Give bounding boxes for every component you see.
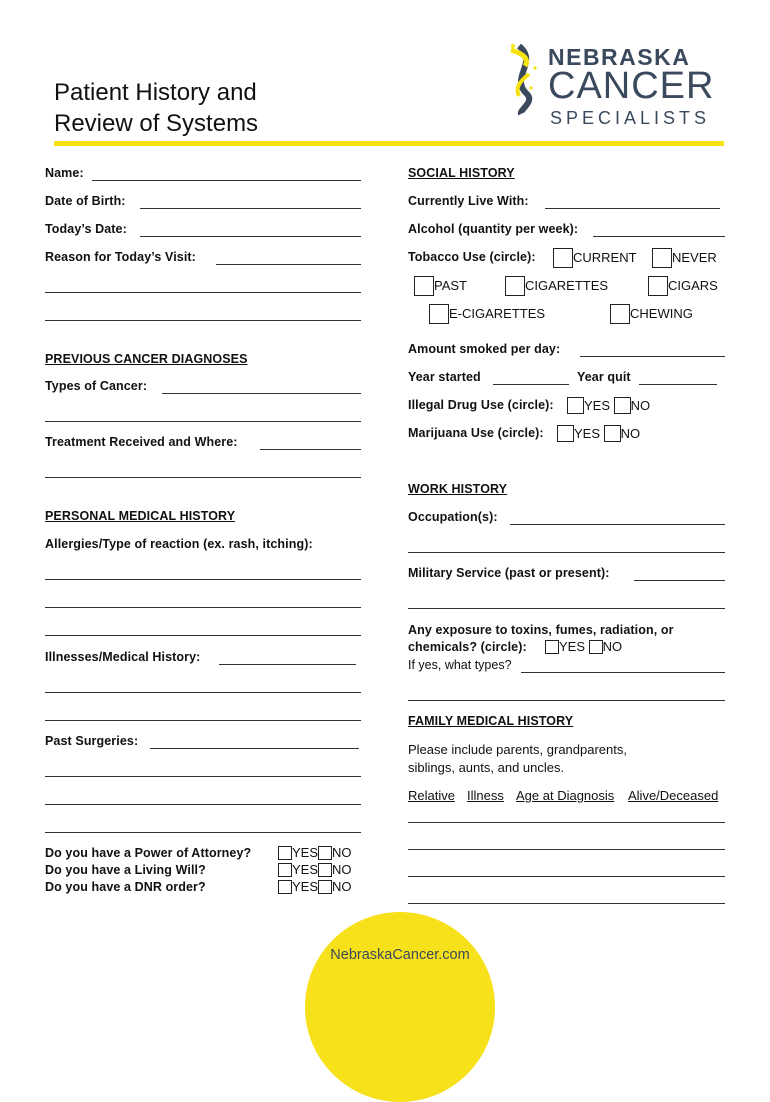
- year-quit-field[interactable]: [639, 384, 717, 385]
- illegal-drug-label: Illegal Drug Use (circle):: [408, 398, 554, 412]
- poa-label: Do you have a Power of Attorney?: [45, 846, 252, 860]
- exposure-types-field-line-2[interactable]: [408, 700, 725, 701]
- if-yes-label: If yes, what types?: [408, 658, 512, 672]
- allergies-field-line-1[interactable]: [45, 579, 361, 580]
- illnesses-label: Illnesses/Medical History:: [45, 650, 201, 664]
- name-field[interactable]: [92, 180, 361, 181]
- col-age-at-diagnosis: Age at Diagnosis: [516, 788, 615, 803]
- reason-field-line-3[interactable]: [45, 320, 361, 321]
- tobacco-never-label: NEVER: [672, 250, 717, 265]
- live-with-label: Currently Live With:: [408, 194, 529, 208]
- surgeries-field[interactable]: [150, 748, 359, 749]
- reason-field[interactable]: [216, 264, 361, 265]
- reason-label: Reason for Today’s Visit:: [45, 250, 196, 264]
- types-cancer-label: Types of Cancer:: [45, 379, 148, 393]
- marijuana-label: Marijuana Use (circle):: [408, 426, 544, 440]
- will-yes-checkbox[interactable]: [278, 863, 292, 877]
- reason-field-line-2[interactable]: [45, 292, 361, 293]
- treatment-field-line-2[interactable]: [45, 477, 361, 478]
- tobacco-ecig-option: [429, 304, 545, 324]
- dob-field[interactable]: [140, 208, 361, 209]
- allergies-field-line-3[interactable]: [45, 635, 361, 636]
- illegal-drug-yes-label: YES: [584, 398, 611, 413]
- family-row-2[interactable]: [408, 849, 725, 850]
- dnr-label: Do you have a DNR order?: [45, 880, 206, 894]
- logo: [505, 42, 730, 132]
- occupation-field-line-2[interactable]: [408, 552, 725, 553]
- family-history-heading: FAMILY MEDICAL HISTORY: [408, 714, 574, 728]
- tobacco-ecig-checkbox[interactable]: [429, 304, 449, 324]
- amount-smoked-field[interactable]: [580, 356, 725, 357]
- illegal-drug-no-label: NO: [630, 398, 651, 413]
- live-with-field[interactable]: [545, 208, 720, 209]
- logo-line-1: NEBRASKA: [548, 44, 691, 70]
- marijuana-yes-checkbox[interactable]: [557, 425, 574, 442]
- family-row-4[interactable]: [408, 903, 725, 904]
- dnr-yes-label: YES: [292, 879, 319, 894]
- tobacco-past-option: [414, 276, 467, 296]
- exposure-types-field[interactable]: [521, 672, 725, 673]
- exposure-label-line-2: chemicals? (circle):: [408, 640, 527, 654]
- dob-label: Date of Birth:: [45, 194, 126, 208]
- tobacco-cigars-label: CIGARS: [668, 278, 718, 293]
- surgeries-field-line-4[interactable]: [45, 832, 361, 833]
- year-quit-label: Year quit: [577, 370, 631, 384]
- alcohol-label: Alcohol (quantity per week):: [408, 222, 579, 236]
- footer-website[interactable]: NebraskaCancer.com: [330, 947, 470, 963]
- poa-no-checkbox[interactable]: [318, 846, 332, 860]
- tobacco-never-checkbox[interactable]: [652, 248, 672, 268]
- will-no-checkbox[interactable]: [318, 863, 332, 877]
- tobacco-chewing-option: [610, 304, 693, 324]
- social-history-heading: SOCIAL HISTORY: [408, 166, 515, 180]
- tobacco-cigarettes-label: CIGARETTES: [525, 278, 609, 293]
- form-title-line-2: Review of Systems: [54, 110, 259, 137]
- logo-line-2: CANCER: [548, 65, 715, 107]
- exposure-label-line-1: Any exposure to toxins, fumes, radiation, or: [408, 623, 674, 637]
- treatment-label: Treatment Received and Where:: [45, 435, 238, 449]
- allergies-field-line-2[interactable]: [45, 607, 361, 608]
- tobacco-label: Tobacco Use (circle):: [408, 250, 536, 264]
- treatment-field[interactable]: [260, 449, 361, 450]
- amount-smoked-label: Amount smoked per day:: [408, 342, 561, 356]
- dnr-no-label: NO: [332, 879, 352, 894]
- name-label: Name:: [45, 166, 84, 180]
- family-row-3[interactable]: [408, 876, 725, 877]
- alcohol-field[interactable]: [593, 236, 725, 237]
- tobacco-cigars-option: [648, 276, 718, 296]
- will-no-label: NO: [332, 862, 352, 877]
- tobacco-cigarettes-checkbox[interactable]: [505, 276, 525, 296]
- surgeries-label: Past Surgeries:: [45, 734, 139, 748]
- tobacco-current-option: [553, 248, 637, 268]
- poa-no-label: NO: [332, 845, 352, 860]
- will-options: [278, 862, 352, 877]
- exposure-yes-checkbox[interactable]: [545, 640, 559, 654]
- exposure-options: [545, 639, 622, 654]
- tobacco-chewing-checkbox[interactable]: [610, 304, 630, 324]
- occupation-label: Occupation(s):: [408, 510, 498, 524]
- col-relative: Relative: [408, 788, 455, 803]
- tobacco-past-checkbox[interactable]: [414, 276, 434, 296]
- year-started-label: Year started: [408, 370, 481, 384]
- exposure-no-checkbox[interactable]: [589, 640, 603, 654]
- today-date-label: Today’s Date:: [45, 222, 127, 236]
- dnr-options: [278, 879, 352, 894]
- types-cancer-field[interactable]: [162, 393, 361, 394]
- tobacco-chewing-label: CHEWING: [630, 306, 693, 321]
- header-divider: [54, 141, 724, 146]
- tobacco-cigarettes-option: [505, 276, 608, 296]
- form-title-line-1: Patient History and: [54, 79, 257, 106]
- military-field[interactable]: [634, 580, 725, 581]
- military-label: Military Service (past or present):: [408, 566, 610, 580]
- marijuana-options: [557, 425, 640, 442]
- tobacco-current-label: CURRENT: [573, 250, 637, 265]
- logo-helix-icon: [505, 44, 545, 116]
- allergies-label: Allergies/Type of reaction (ex. rash, itching):: [45, 537, 313, 551]
- occupation-field[interactable]: [510, 524, 725, 525]
- tobacco-cigars-checkbox[interactable]: [648, 276, 668, 296]
- poa-yes-label: YES: [292, 845, 319, 860]
- logo-line-3: SPECIALISTS: [550, 108, 711, 128]
- family-row-1[interactable]: [408, 822, 725, 823]
- today-date-field[interactable]: [140, 236, 361, 237]
- types-cancer-field-line-2[interactable]: [45, 421, 361, 422]
- exposure-no-label: NO: [602, 639, 623, 654]
- will-yes-label: YES: [292, 862, 319, 877]
- illnesses-field-line-3[interactable]: [45, 720, 361, 721]
- illegal-drug-options: [567, 397, 650, 414]
- col-alive-deceased: Alive/Deceased: [628, 788, 719, 803]
- exposure-yes-label: YES: [559, 639, 586, 654]
- personal-medical-history-heading: PERSONAL MEDICAL HISTORY: [45, 509, 236, 523]
- illegal-drug-yes-checkbox[interactable]: [567, 397, 584, 414]
- dnr-yes-checkbox[interactable]: [278, 880, 292, 894]
- surgeries-field-line-2[interactable]: [45, 776, 361, 777]
- dnr-no-checkbox[interactable]: [318, 880, 332, 894]
- footer-yellow-arc: [305, 912, 495, 1102]
- previous-cancer-heading: PREVIOUS CANCER DIAGNOSES: [45, 352, 248, 366]
- poa-options: [278, 845, 352, 860]
- military-field-line-2[interactable]: [408, 608, 725, 609]
- family-instructions-line-1: Please include parents, grandparents,: [408, 742, 627, 757]
- col-illness: Illness: [467, 788, 504, 803]
- marijuana-no-checkbox[interactable]: [604, 425, 621, 442]
- poa-yes-checkbox[interactable]: [278, 846, 292, 860]
- marijuana-no-label: NO: [620, 426, 641, 441]
- tobacco-past-label: PAST: [434, 278, 467, 293]
- illnesses-field-line-2[interactable]: [45, 692, 361, 693]
- work-history-heading: WORK HISTORY: [408, 482, 508, 496]
- illnesses-field[interactable]: [219, 664, 356, 665]
- living-will-label: Do you have a Living Will?: [45, 863, 206, 877]
- surgeries-field-line-3[interactable]: [45, 804, 361, 805]
- family-instructions-line-2: siblings, aunts, and uncles.: [408, 760, 565, 775]
- year-started-field[interactable]: [493, 384, 569, 385]
- marijuana-yes-label: YES: [574, 426, 601, 441]
- tobacco-current-checkbox[interactable]: [553, 248, 573, 268]
- illegal-drug-no-checkbox[interactable]: [614, 397, 631, 414]
- tobacco-ecig-label: E-CIGARETTES: [449, 306, 546, 321]
- tobacco-never-option: [652, 248, 717, 268]
